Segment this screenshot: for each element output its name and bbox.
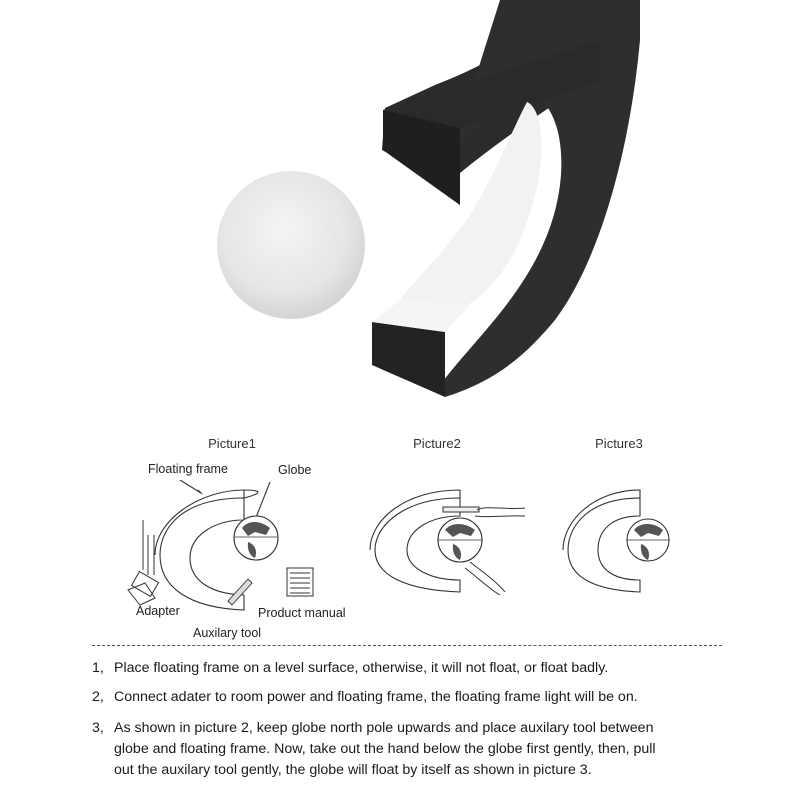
product-manual-label: Product manual — [258, 606, 346, 620]
auxilary-tool-label: Auxilary tool — [193, 626, 262, 640]
floating-frame-outline — [160, 498, 244, 610]
auxilary-tool-icon — [228, 579, 252, 605]
step-number: 1, — [92, 660, 104, 676]
dashed-divider — [92, 645, 722, 646]
step-text: Place floating frame on a level surface, otherwise, it will not float, or float badly. — [114, 660, 609, 676]
picture2-title: Picture2 — [413, 436, 461, 451]
picture1-diagram — [120, 480, 360, 640]
floating-frame-label: Floating frame — [148, 462, 228, 476]
step-number: 3, — [92, 720, 104, 736]
step-text: As shown in picture 2, keep globe north pole upwards and place auxilary tool between — [114, 720, 654, 736]
step-text: Connect adater to room power and floating frame, the floating frame light will be on. — [114, 689, 638, 705]
adapter-icon — [128, 520, 159, 605]
picture2-diagram — [365, 480, 535, 595]
globe-icon — [438, 518, 482, 562]
globe-icon — [234, 516, 278, 560]
white-globe — [217, 171, 365, 319]
globe-icon — [627, 519, 669, 561]
picture3-title: Picture3 — [595, 436, 643, 451]
instruction-step-2 — [92, 687, 638, 708]
black-floating-frame — [372, 0, 640, 397]
step-number: 2, — [92, 689, 104, 705]
step-text-cont: out the auxilary tool gently, the globe will float by itself as shown in picture 3. — [114, 762, 592, 778]
step-text-cont: globe and floating frame. Now, take out the hand below the globe first gently, then, pull — [114, 741, 656, 757]
product-manual-icon — [287, 568, 313, 596]
instruction-step-3 — [92, 718, 656, 781]
adapter-label: Adapter — [136, 604, 180, 618]
picture3-diagram — [560, 480, 680, 595]
picture1-title: Picture1 — [208, 436, 256, 451]
instruction-step-1 — [92, 658, 608, 679]
globe-label: Globe — [278, 463, 312, 477]
